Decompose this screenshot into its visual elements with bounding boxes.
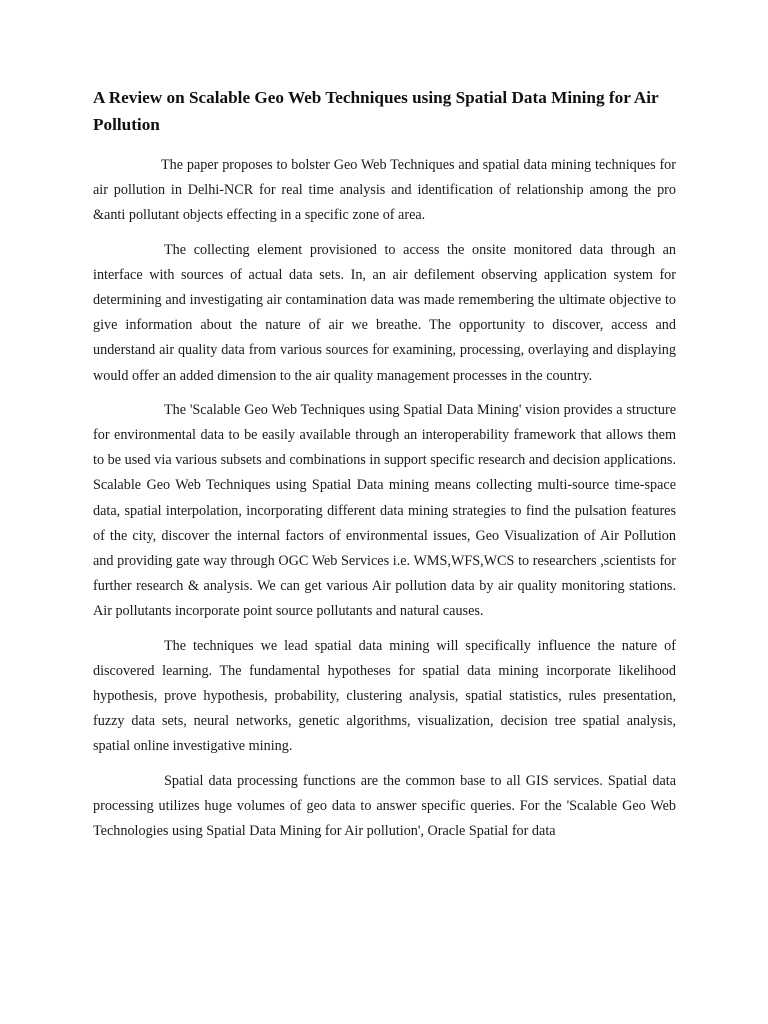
paragraph-4: The techniques we lead spatial data mining will specifically influence the nature of discovered learning. The fundamental hypotheses for spatial data mining incorporate likelihood hypothesis, prove hypothesis, probability, clustering analysis, spatial statistics, rules presentation, fuzzy data sets, neural networks, genetic algorithms, visualization, decision tree spatial analysis, spatial online investigative mining. bbox=[93, 637, 676, 755]
paragraph-3: The 'Scalable Geo Web Techniques using Spatial Data Mining' vision provides a structure for environmental data to be easily available through an interoperability framework that allows them to be used via various subsets and combinations in support specific research and decision applications. Scalable Geo Web Techniques using Spatial Data mining means collecting multi-source time-space data, spatial interpolation, incorporating different data mining strategies to find the pulsation features of the city, discover the internal factors of environmental issues, Geo Visualization of Air Pollution and providing gate way through OGC Web Services i.e. WMS,WFS,WCS to researchers ,scientists for further research & analysis. We can get various Air pollution data by air quality monitoring stations. Air pollutants incorporate point source pollutants and natural causes. bbox=[93, 401, 676, 620]
paragraph-2: The collecting element provisioned to access the onsite monitored data through an interface with sources of actual data sets. In, an air defilement observing application system for determining and investigating air contamination data was made remembering the ultimate objective to give information about the nature of air we breathe. The opportunity to discover, access and understand air quality data from various sources for examining, processing, overlaying and displaying would offer an added dimension to the air quality management processes in the country. bbox=[93, 241, 676, 384]
paragraph-5: Spatial data processing functions are the common base to all GIS services. Spatial data processing utilizes huge volumes of geo data to answer specific queries. For the 'Scalable Geo Web Technologies using Spatial Data Mining for Air pollution', Oracle Spatial for data bbox=[93, 772, 676, 840]
paragraph-1: The paper proposes to bolster Geo Web Techniques and spatial data mining techniques for air pollution in Delhi-NCR for real time analysis and identification of relationship among the pro &anti pollutant objects effecting in a specific zone of area. bbox=[93, 157, 676, 224]
document-title: A Review on Scalable Geo Web Techniques using Spatial Data Mining for Air Pollution bbox=[93, 88, 659, 134]
